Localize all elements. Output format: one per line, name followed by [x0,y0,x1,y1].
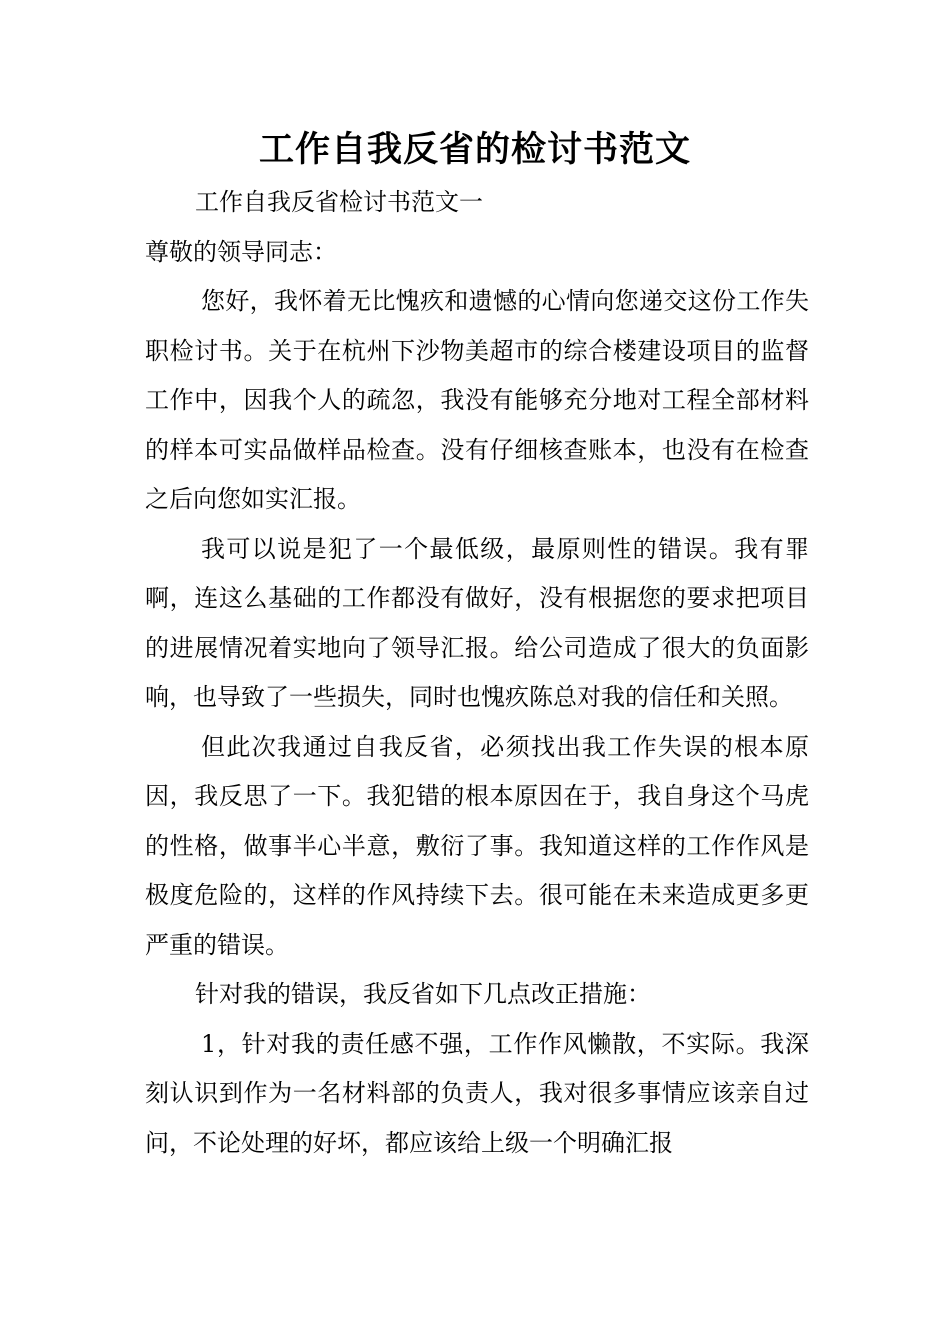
paragraph: 针对我的错误，我反省如下几点改正措施： [195,980,651,1008]
paragraph: 但此次我通过自我反省，必须找出我工作失误的根本原因，我反思了一下。我犯错的根本原因在于，我自身这个马虎的性格，做事半心半意，敷衍了事。我知道这样的工作作风是极度危险的，这样的作风持续下去。很可能在未来造成更多更严重的错误。 [145,732,809,959]
document-subtitle: 工作自我反省检讨书范文一 [195,188,483,216]
salutation: 尊敬的领导同志： [145,237,337,266]
document-title: 工作自我反省的检讨书范文 [258,129,691,170]
paragraph: 您好，我怀着无比愧疚和遗憾的心情向您递交这份工作失职检讨书。关于在杭州下沙物美超市的综合楼建设项目的监督工作中，因我个人的疏忽，我没有能够充分地对工程全部材料的样本可实品做样品检查。没有仔细核查账本，也没有在检查之后向您如实汇报。 [145,287,809,513]
paragraph: 我可以说是犯了一个最低级，最原则性的错误。我有罪啊，连这么基础的工作都没有做好，没有根据您的要求把项目的进展情况着实地向了领导汇报。给公司造成了很大的负面影响，也导致了一些损失，同时也愧疚陈总对我的信任和关照。 [145,534,809,711]
document-body [145,178,809,1168]
paragraph: 1，针对我的责任感不强，工作作风懒散，不实际。我深刻认识到作为一名材料部的负责人，我对很多事情应该亲自过问，不论处理的好坏，都应该给上级一个明确汇报 [145,1029,809,1157]
